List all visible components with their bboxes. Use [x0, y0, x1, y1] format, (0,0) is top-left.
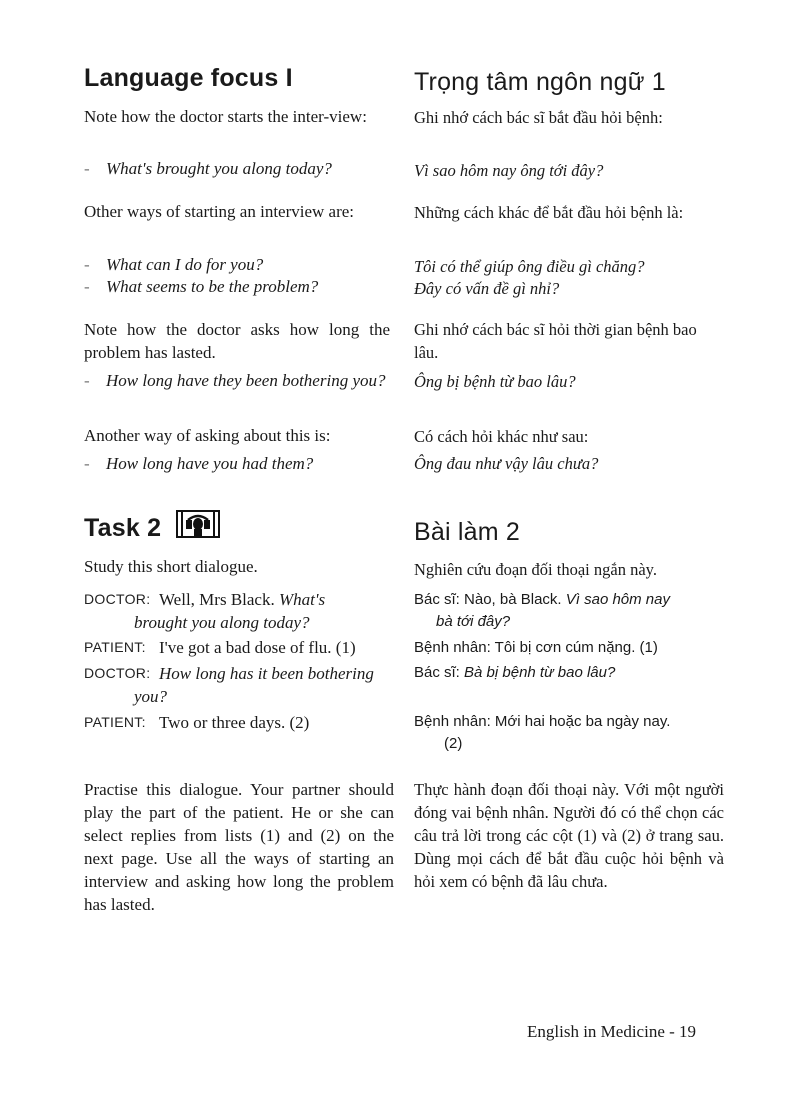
dialogue-text: Two or three days. (2)	[159, 713, 310, 732]
dialogue-italic: Vì sao hôm nay	[565, 591, 670, 608]
dialogue-continuation: (2)	[444, 735, 463, 752]
vi-quote-3: Ông đau như vậy lâu chưa?	[414, 454, 599, 473]
dialogue-text: I've got a bad dose of flu. (1)	[159, 638, 356, 657]
task-heading: Task 2	[84, 514, 162, 542]
study-instruction: Study this short dialogue.	[84, 557, 258, 576]
speaker-label: Bác sĩ:	[414, 591, 460, 608]
speaker-label: Bệnh nhân:	[414, 639, 491, 656]
vi-dialogue-line-3	[414, 662, 734, 684]
alt-phrase-text: What seems to be the problem?	[106, 277, 319, 296]
vi-note-start-interview: Ghi nhớ cách bác sĩ bắt đầu hỏi bệnh:	[414, 108, 663, 127]
dialogue-continuation: bà tới đây?	[436, 613, 511, 630]
vi-note-duration: Ghi nhớ cách bác sĩ hỏi thời gian bệnh bao lâu.	[414, 320, 697, 362]
dialogue-italic: What's	[278, 590, 326, 609]
speaker-label: DOCTOR:	[84, 591, 151, 607]
speaker-label: PATIENT:	[84, 714, 146, 730]
vi-dialogue-line-1	[414, 589, 734, 633]
speaker-label: PATIENT:	[84, 639, 146, 655]
alt-phrase-text: What can I do for you?	[106, 255, 264, 274]
dialogue-italic: Bà bị bệnh từ bao lâu?	[464, 664, 616, 681]
quote-text: How long have you had them?	[106, 454, 314, 473]
vi-dialogue-line-4	[414, 711, 734, 755]
speaker-label: Bác sĩ:	[414, 664, 460, 681]
headphones-tape-icon	[176, 510, 220, 538]
practise-paragraph: Practise this dialogue. Your partner should play the part of the patient. He or she can select replies from lists (1) and (2) on the next page. Use all the ways of starting an interview and asking how long the problem has lasted.	[84, 780, 394, 914]
vi-another-way: Có cách hỏi khác như sau:	[414, 427, 589, 446]
language-focus-heading: Language focus I	[84, 64, 293, 92]
dialogue-text: Mới hai hoặc ba ngày nay.	[494, 713, 671, 730]
vi-quote-1: Vì sao hôm nay ông tới đây?	[414, 161, 604, 180]
dialogue-italic: How long has it been bothering	[159, 664, 374, 683]
dialogue-continuation: you?	[134, 687, 168, 706]
note-duration: Note how the doctor asks how long the problem has lasted.	[84, 320, 390, 362]
dialogue-text: Well, Mrs Black.	[159, 590, 275, 609]
vi-practise-paragraph: Thực hành đoạn đối thoại này. Với một người đóng vai bệnh nhân. Người đó có thể chọn các câu trả lời trong các cột (1) và (2) ở trang sau. Dùng mọi cách để bắt đầu cuộc hỏi bệnh và hỏi xem có bệnh đã lâu chưa.	[414, 780, 724, 891]
other-ways-text: Other ways of starting an interview are:	[84, 202, 355, 221]
vi-dialogue-line-2	[414, 637, 734, 659]
trong-tam-heading: Trọng tâm ngôn ngữ 1	[414, 68, 666, 96]
task-heading-row	[84, 514, 390, 544]
another-way-text: Another way of asking about this is:	[84, 426, 331, 445]
note-start-interview: Note how the doctor starts the inter-view:	[84, 107, 367, 126]
dialogue-line-3	[84, 662, 394, 708]
speaker-label: DOCTOR:	[84, 665, 151, 681]
page-footer: English in Medicine - 19	[527, 1022, 697, 1041]
quote-text: What's brought you along today?	[106, 159, 332, 178]
dialogue-text: Nào, bà Black.	[464, 591, 562, 608]
vi-quote-2: Ông bị bệnh từ bao lâu?	[414, 372, 576, 391]
vi-alt-2: Đây có vấn đề gì nhỉ?	[414, 279, 560, 298]
vi-other-ways: Những cách khác để bắt đầu hỏi bệnh là:	[414, 203, 684, 222]
dialogue-text: Tôi bị cơn cúm nặng. (1)	[494, 639, 658, 656]
quote-text: How long have they been bothering you?	[106, 371, 386, 390]
vi-study-instruction: Nghiên cứu đoạn đối thoại ngắn này.	[414, 560, 657, 579]
speaker-label: Bệnh nhân:	[414, 713, 491, 730]
vi-alt-1: Tôi có thể giúp ông điều gì chăng?	[414, 257, 645, 276]
dialogue-line-1	[84, 588, 394, 634]
bai-lam-heading: Bài làm 2	[414, 518, 521, 546]
dialogue-continuation: brought you along today?	[134, 613, 310, 632]
